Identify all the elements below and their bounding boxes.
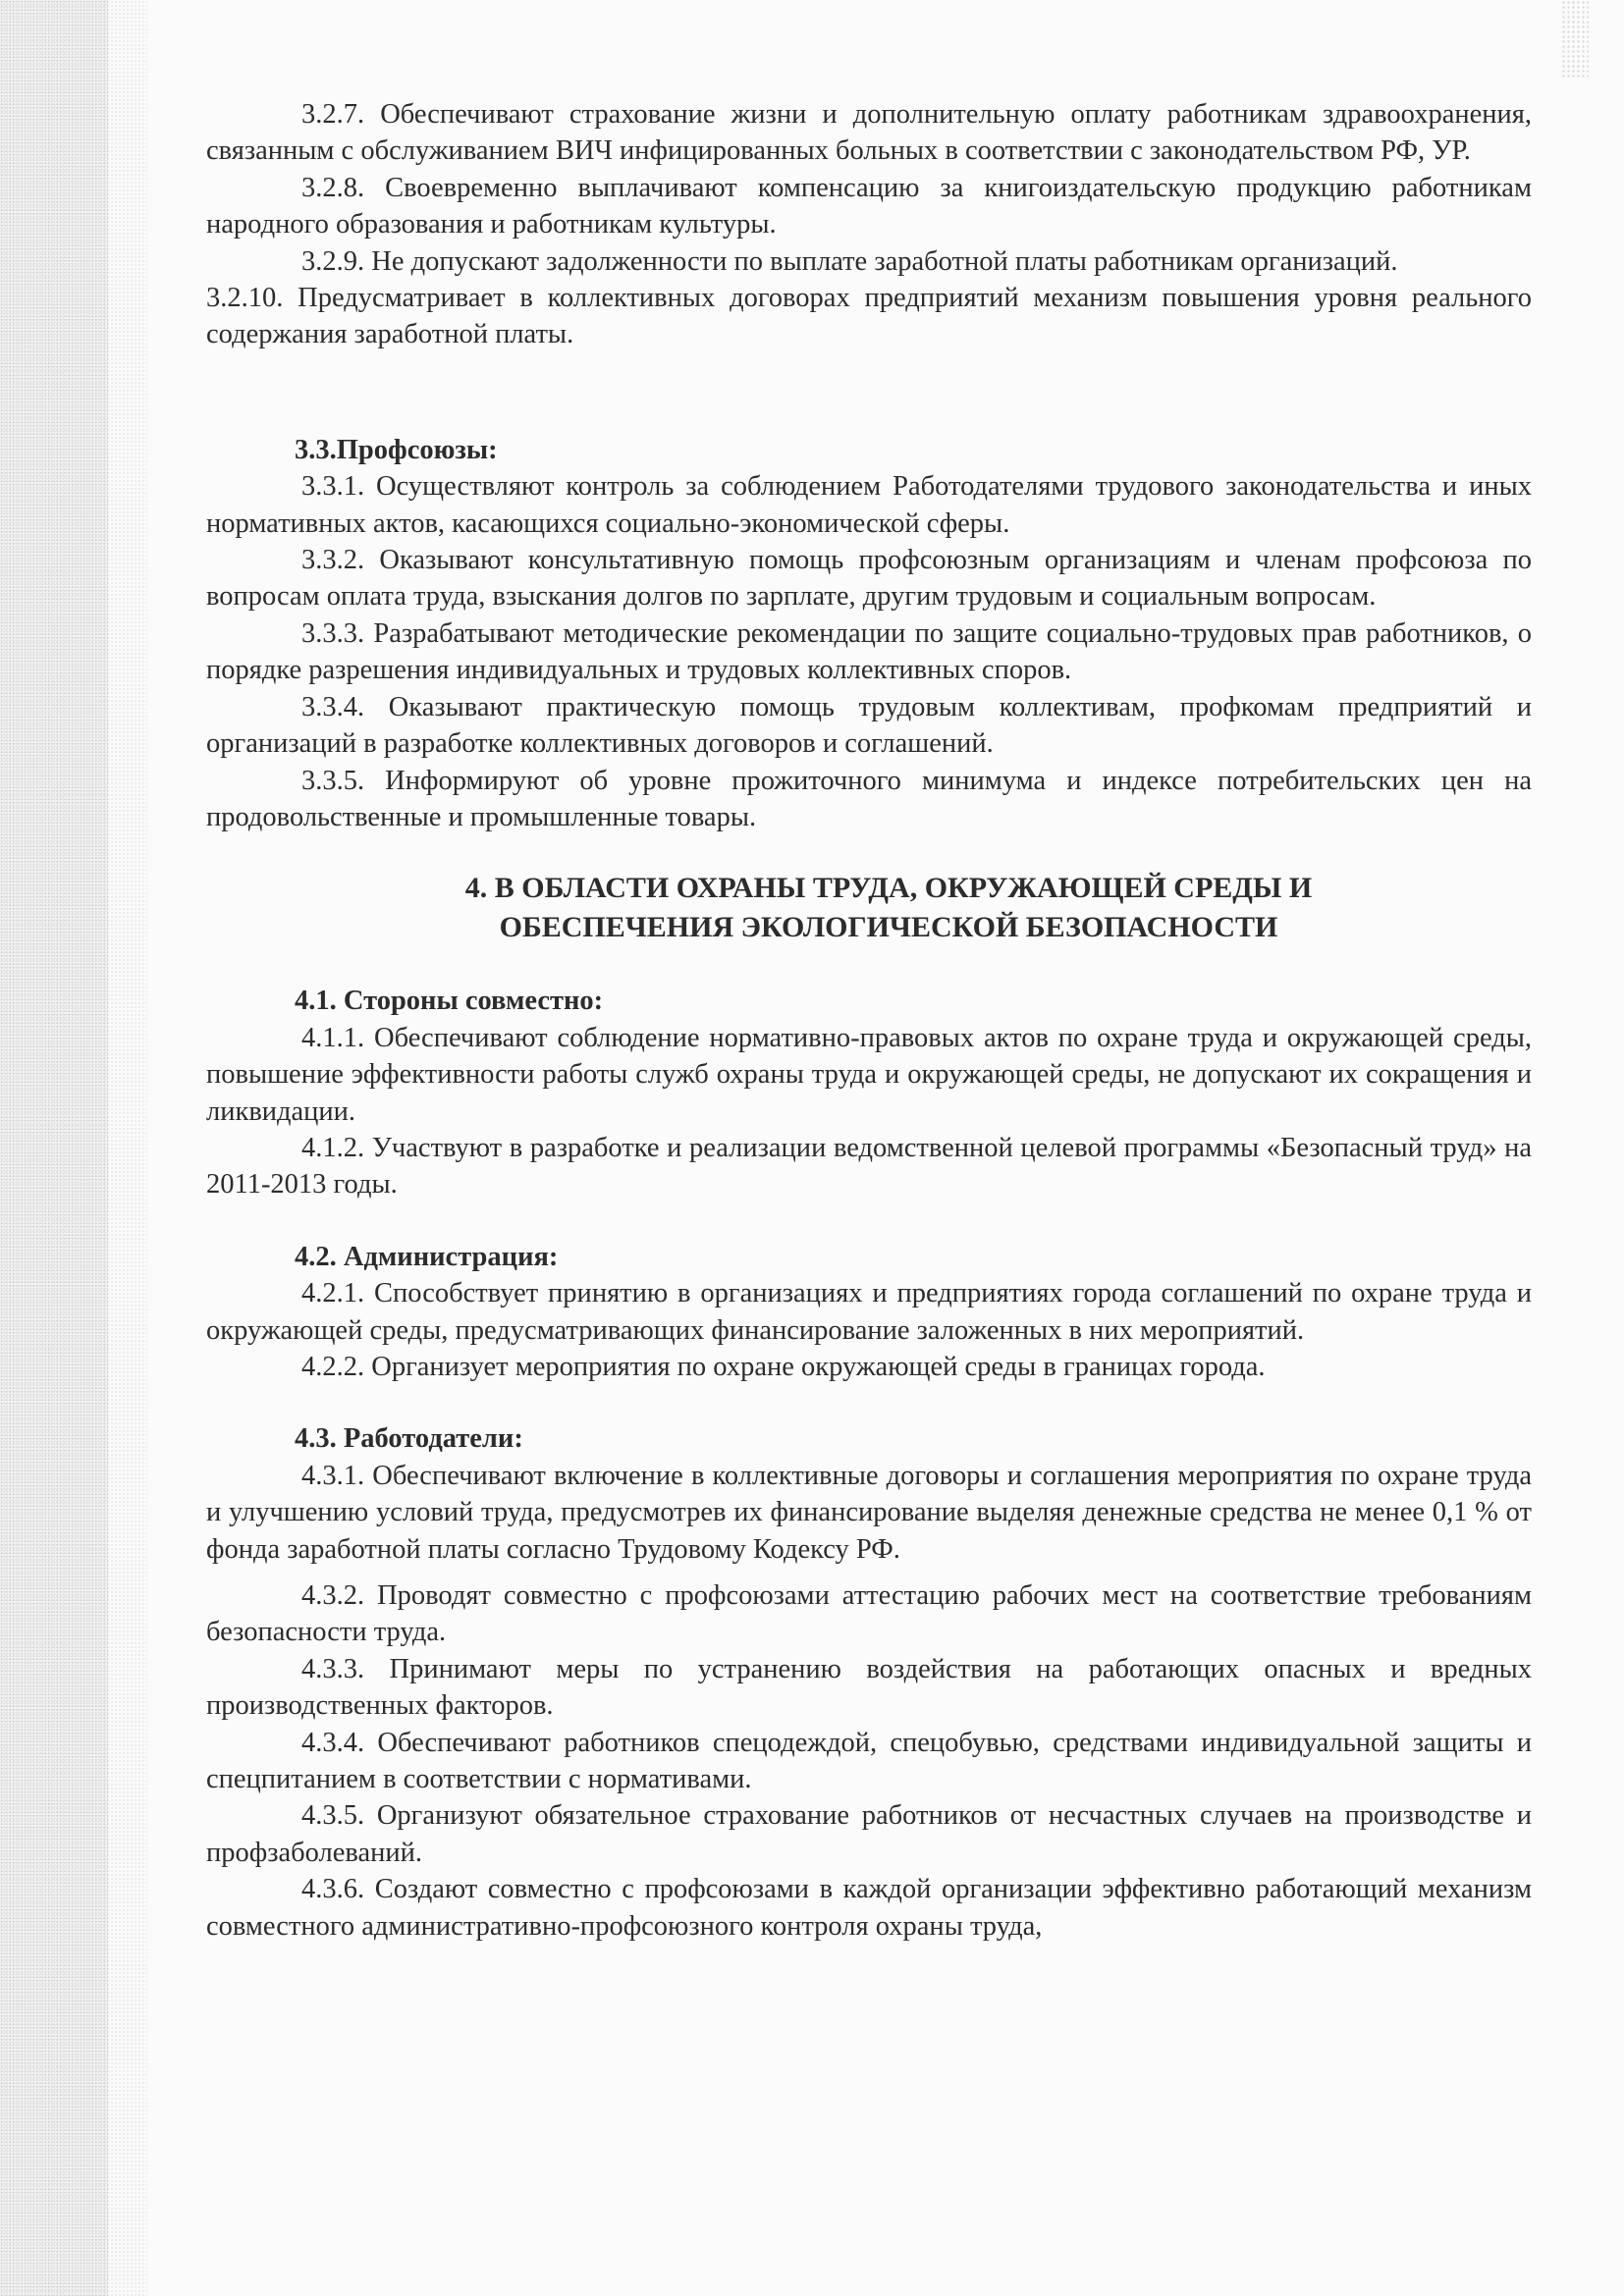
subheading-h41: 4.1. Стороны совместно: <box>295 986 604 1017</box>
clause-p3210: 3.2.10. Предусматривает в коллективных договорах предприятий механизм повышения уровня реального содержания заработной платы. <box>206 283 1532 350</box>
section-4-body <box>206 983 1532 1945</box>
section-4-heading <box>206 869 1532 947</box>
clause-p331: 3.3.1. Осуществляют контроль за соблюдением Работодателями трудового законодательства и иных нормативных актов, касающихся социально-экономической сферы. <box>206 471 1532 539</box>
clause-p333: 3.3.3. Разрабатывают методические рекомендации по защите социально-трудовых прав работников, о порядке разрешения индивидуальных и трудовых коллективных споров. <box>206 617 1532 686</box>
section-3-continued <box>206 96 1532 835</box>
clause-p411: 4.1.1. Обеспечивают соблюдение нормативно-правовых актов по охране труда и окружающей среды, повышение эффективности работы служб охраны труда и окружающей среды, не допускают их сокращения и ликвидации. <box>206 1022 1532 1127</box>
clause-p433: 4.3.3. Принимают меры по устранению воздействия на работающих опасных и вредных производственных факторов. <box>206 1653 1532 1722</box>
subheading-h33: 3.3.Профсоюзы: <box>295 434 498 465</box>
scan-noise-left-dark <box>0 0 108 2296</box>
clause-p334: 3.3.4. Оказывают практическую помощь трудовым коллективам, профкомам предприятий и организаций в разработке коллективных договоров и соглашений. <box>206 691 1532 760</box>
clause-p332: 3.3.2. Оказывают консультативную помощь профсоюзным организациям и членам профсоюза по вопросам оплата труда, взыскания долгов по зарплате, другим трудовым и социальным вопросам. <box>206 545 1532 613</box>
clause-p327: 3.2.7. Обеспечивают страхование жизни и дополнительную оплату работникам здравоохранения, связанным с обслуживанием ВИЧ инфицированных больных в соответствии с законодательством РФ, УР. <box>206 99 1532 167</box>
clause-p432: 4.3.2. Проводят совместно с профсоюзами аттестацию рабочих мест на соответствие требованиям безопасности труда. <box>206 1580 1532 1648</box>
clause-p431: 4.3.1. Обеспечивают включение в коллективные договоры и соглашения мероприятия по охране труда и улучшению условий труда, предусмотрев их финансирование выделяя денежные средства не менее 0,1 % от фонда заработной платы согласно Трудовому Кодексу РФ. <box>206 1460 1532 1565</box>
subheading-h42: 4.2. Администрация: <box>295 1241 559 1272</box>
clause-p434: 4.3.4. Обеспечивают работников спецодеждой, спецобувью, средствами индивидуальной защиты и спецпитанием в соответствии с нормативами. <box>206 1727 1532 1795</box>
clause-p335: 3.3.5. Информируют об уровне прожиточного минимума и индексе потребительских цен на продовольственные и промышленные товары. <box>206 765 1532 832</box>
scan-noise-top-right <box>1561 0 1589 79</box>
section-4-heading-line1: 4. В ОБЛАСТИ ОХРАНЫ ТРУДА, ОКРУЖАЮЩЕЙ СРЕДЫ И <box>464 872 1313 905</box>
clause-p436: 4.3.6. Создают совместно с профсоюзами в каждой организации эффективно работающий механизм совместного административно-профсоюзного контроля охраны труда, <box>206 1874 1532 1942</box>
clause-p435: 4.3.5. Организуют обязательное страхование работников от несчастных случаев на производстве и профзаболеваний. <box>206 1800 1532 1868</box>
section-4-heading-line2: ОБЕСПЕЧЕНИЯ ЭКОЛОГИЧЕСКОЙ БЕЗОПАСНОСТИ <box>499 911 1278 944</box>
subheading-h43: 4.3. Работодатели: <box>295 1423 523 1455</box>
clause-p421: 4.2.1. Способствует принятию в организациях и предприятиях города соглашений по охране труда и окружающей среды, предусматривающих финансирование заложенных в них мероприятий. <box>206 1278 1532 1346</box>
clause-p328: 3.2.8. Своевременно выплачивают компенсацию за книгоиздательскую продукцию работникам народного образования и работникам культуры. <box>206 172 1532 240</box>
clause-p329: 3.2.9. Не допускают задолженности по выплате заработной платы работникам организаций. <box>301 245 1398 277</box>
document-page <box>206 96 1532 1945</box>
clause-p422: 4.2.2. Организует мероприятия по охране окружающей среды в границах города. <box>301 1351 1266 1382</box>
clause-p412: 4.1.2. Участвуют в разработке и реализации ведомственной целевой программы «Безопасный труд» на 2011-2013 годы. <box>206 1132 1532 1201</box>
